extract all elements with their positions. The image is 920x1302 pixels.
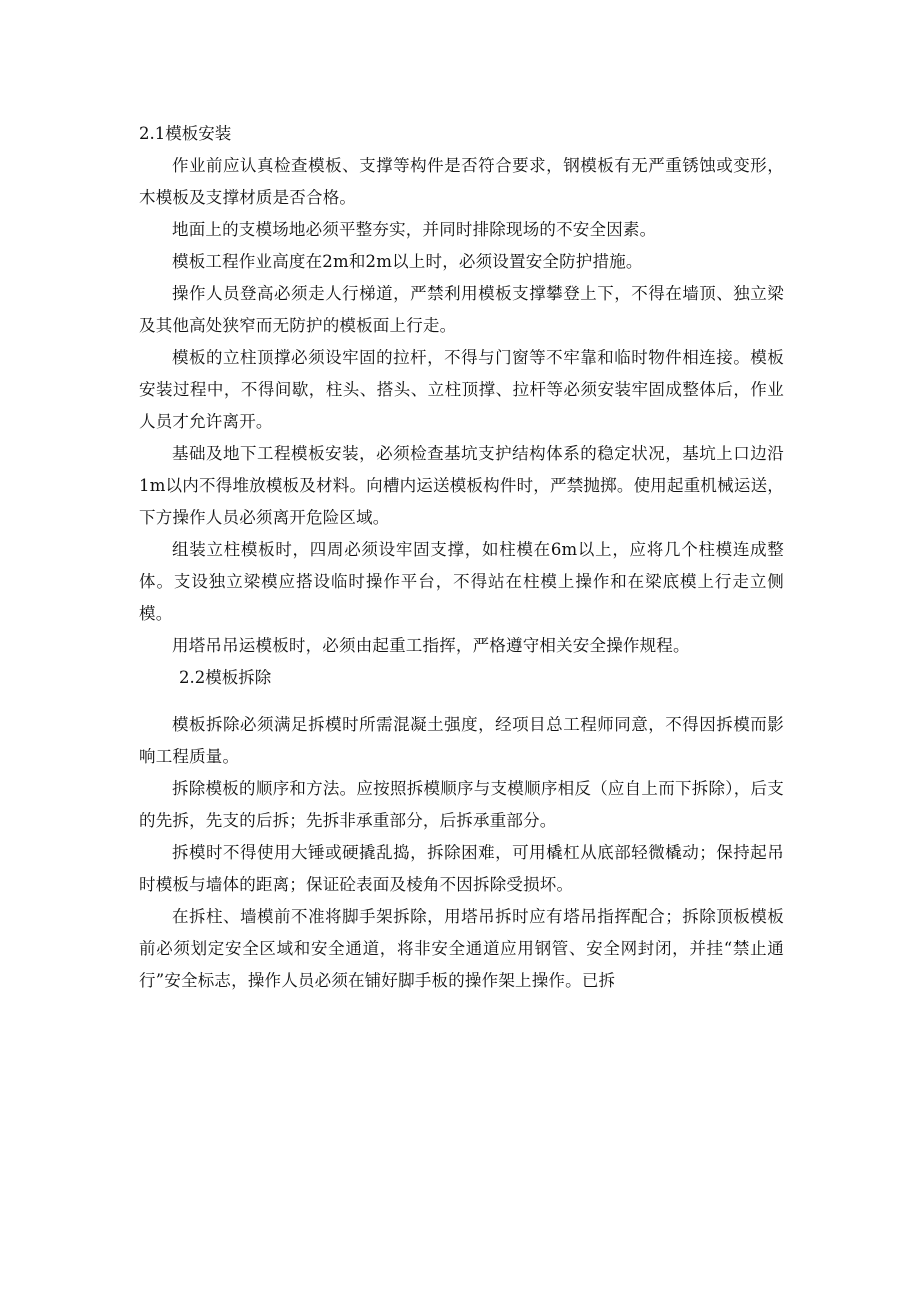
paragraph: 模板拆除必须满足拆模时所需混凝土强度，经项目总工程师同意，不得因拆模而影响工程质量。 xyxy=(139,715,784,766)
section-heading-2-1: 2.1模板安装 xyxy=(139,124,232,143)
section-heading-2-2: 2.2模板拆除 xyxy=(179,668,272,687)
document-body xyxy=(139,118,784,997)
paragraph: 模板工程作业高度在2m和2m以上时，必须设置安全防护措施。 xyxy=(172,252,643,271)
paragraph: 地面上的支模场地必须平整夯实，并同时排除现场的不安全因素。 xyxy=(172,220,657,239)
paragraph: 基础及地下工程模板安装，必须检查基坑支护结构体系的稳定状况，基坑上口边沿1m以内不得堆放模板及材料。向槽内运送模板构件时，严禁抛掷。使用起重机械运送，下方操作人员必须离开危险区域。 xyxy=(139,444,784,527)
paragraph: 在拆柱、墙模前不准将脚手架拆除，用塔吊拆时应有塔吊指挥配合；拆除顶板模板前必须划定安全区域和安全通道，将非安全通道应用钢管、安全网封闭，并挂“禁止通行”安全标志，操作人员必须在铺好脚手板的操作架上操作。已拆 xyxy=(139,907,784,990)
paragraph: 拆模时不得使用大锤或硬撬乱捣，拆除困难，可用橇杠从底部轻微橇动；保持起吊时模板与墙体的距离；保证砼表面及棱角不因拆除受损坏。 xyxy=(139,843,784,894)
paragraph: 组装立柱模板时，四周必须设牢固支撑，如柱模在6m以上，应将几个柱模连成整体。支设独立梁模应搭设临时操作平台，不得站在柱模上操作和在梁底模上行走立侧模。 xyxy=(139,540,784,623)
paragraph: 作业前应认真检查模板、支撑等构件是否符合要求，钢模板有无严重锈蚀或变形，木模板及支撑材质是否合格。 xyxy=(139,156,784,207)
paragraph: 拆除模板的顺序和方法。应按照拆模顺序与支模顺序相反（应自上而下拆除），后支的先拆，先支的后拆；先拆非承重部分，后拆承重部分。 xyxy=(139,779,784,830)
paragraph: 操作人员登高必须走人行梯道，严禁利用模板支撑攀登上下，不得在墙顶、独立梁及其他高处狭窄而无防护的模板面上行走。 xyxy=(139,284,784,335)
paragraph: 模板的立柱顶撑必须设牢固的拉杆，不得与门窗等不牢靠和临时物件相连接。模板安装过程中，不得间歇，柱头、搭头、立柱顶撑、拉杆等必须安装牢固成整体后，作业人员才允许离开。 xyxy=(139,348,784,431)
paragraph: 用塔吊吊运模板时，必须由起重工指挥，严格遵守相关安全操作规程。 xyxy=(172,636,690,655)
